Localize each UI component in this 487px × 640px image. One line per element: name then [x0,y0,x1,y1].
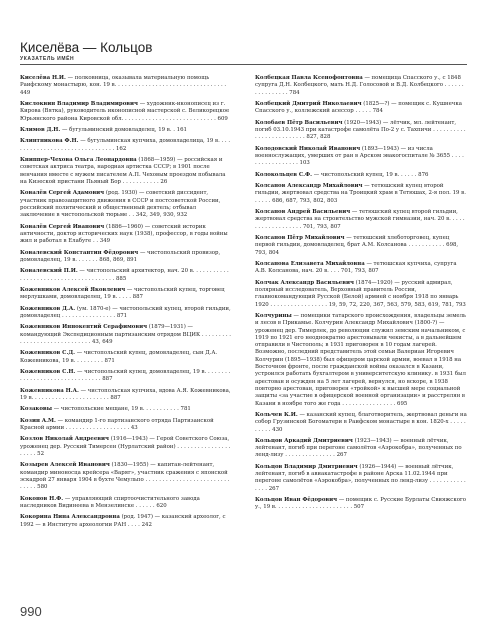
entry-name: Колодовский Николай Иванович [255,145,361,152]
entry-name: Ковалевский П.И. [20,268,78,275]
entry-name: Кольцов Аркадий Дмитриевич [255,437,353,444]
entry-text: — чистопольский архитектор, нач. 20 в. . . . . . . . . . . . . . . . . . . . . . . . . . . . . . . . . . . . . . . 885 [20,268,229,282]
index-entry [255,101,467,116]
entry-text: (1874—1920) — русский адмирал, полярный исследователь, Верховный правитель России, главнокомандующий Русской (Белой) армией с ноября 1918 по январь 1920 . . . . . . . . . . . . . . . . . 19, 59, 72, 220, 367, 563, 579, 583, 619, 781, 793 [255,279,466,308]
entry-name: Колчак Александр Васильевич [255,279,354,286]
entry-text: — тетюшская купчиха, супруга А.В. Колсанова, нач. 20 в. . . . 701, 793, 807 [255,260,457,275]
index-entry [255,261,467,276]
right-column [255,75,467,516]
entry-text: — помещик с. Русские Бурлаты Свияжского у., 19 в. . . . . . . . . . . . . . . . . . . . . . . 507 [255,497,467,511]
entry-text: — бугульминский домовладелец, 19 в. . 161 [61,126,187,133]
index-entry [20,369,232,384]
index-entry [255,280,467,309]
index-entry [20,462,232,491]
left-column [20,75,232,533]
entry-text: (род. 1947) — казанский археолог, с 1992 — в Институте археологии РАН . . . . 242 [20,514,226,528]
index-entry [255,497,467,512]
index-entry [20,496,232,511]
index-entry [255,313,467,408]
entry-name: Кольцов Иван Фёдорович [255,497,338,504]
entry-name: Колобаев Пётр Васильевич [255,119,343,126]
index-entry [20,250,232,265]
entry-text: — тетюшский купец второй гильдии, жертвовал средства на Троицкий храм в Тетюшах, 2-я пол. 19 в. . . . . . 686, 687, 793, 802, 803 [255,183,466,204]
entry-name: Козин А.М. [20,417,56,424]
index-entry [20,287,232,302]
entry-name: Клинтникова Ф.Н. [20,138,79,145]
index-entry [255,464,467,493]
index-entry [20,514,232,529]
running-title: Киселёва — Кольцов [20,40,153,55]
entry-text: — командир 1-го партизанского отряда Партизанской Красной армии . . . . . . . . . . . . . . . . . . . 43 [20,417,214,432]
entry-name: Кожевников С.Н. [20,369,76,376]
entry-name: Кислоквин Владимир Владимирович [20,100,138,107]
index-entry [20,306,232,321]
index-entry [20,127,232,134]
index-entry [255,412,467,434]
entry-name: Колсанов Пётр Михайлович [255,235,345,241]
entry-text: (1916—1943) — Герой Советского Союза, уроженец дер. Русский Тимерсен (Нурлатский район) . . . . . . . . . . . . . . . . . . . . . 52 [20,436,231,458]
entry-text: (1868—1959) — российская и советская актриса театра, народная артистка СССР; в 1901 после венчания вместе с мужем писателем А.П. Чеховым проездом побывала на Кизеской пристани Пьяный Бор . . . . . . . . . . . 26 [20,157,226,185]
index-entry [20,418,232,433]
entry-text: — чистопольская купчиха, вдова А.Я. Кожевникова, 19 в. . . . . . . . . . . . . . . . . . . . . . . 887 [20,387,231,401]
entry-name: Климов Д.Н. [20,126,61,133]
index-entry [20,157,232,186]
entry-text: — управляющий спиртоочистительного завода наследников Видинеева в Мензелинске . . . . . . 620 [20,495,200,510]
index-entry [255,235,467,257]
entry-text: (род. 1930) — советский диссидент, участник правозащитного движения в СССР и постсоветской России, российский политический и общественный деятель; отбывал заключение в чистопольской тюрьме . . 342, 349, 930, 932 [20,190,221,219]
index-entry [255,120,467,142]
entry-name: Кокорина Нина Александровна [20,514,120,521]
entry-name: Козаковы [20,406,53,413]
index-entry [20,75,232,97]
entry-name: Кожевников С.Д. [20,350,76,357]
entry-name: Ковалевский Константин Фёдорович [20,249,139,256]
entry-name: Колчурины [255,312,292,319]
entry-name: Козырев Алексей Иванович [20,462,110,469]
entry-text: (1830—1955) — капитан-лейтенант, командир миноносца крейсера «Варяг», участник сражения с японской эскадрой 27 января 1904 в бухте Чемульпо . . . . . . . . . . . . . . . . . . . . . . . . . . . . . . 580 [20,462,230,491]
entry-name: Киселёва Н.И. [20,75,66,81]
entry-name: Колсанов Андрей Васильевич [255,209,351,216]
index-entry [20,268,232,283]
entry-name: Колбецкий Дмитрий Николаевич [255,100,362,107]
entry-name: Кожевников Иннокентий Серафимович [20,324,148,331]
index-entry [20,138,232,153]
entry-text: (1886—1960) — советский историк античности, доктор исторических наук (1938), профессор, в годы войны жил и работал в Елабуге . . 349 [20,223,228,245]
index-entry [20,436,232,458]
entry-text: — бугульминская купчиха, домовладелица, 19 в. . . . . . . . . . . . . . . . . . . . . . . . . . . . . . . . 162 [20,138,231,152]
index-entry [20,350,232,365]
entry-name: Колокольцев С.Ф. [255,171,313,178]
entry-text: (1926—1944) — военный лётчик, лейтенант, погиб в авиакатастрофе в районе Арска 11.02.1944 при перегоне самолётов «Аэрокобра», полученных по ленд-лизу . . . . . . . . . . . . . . . 267 [255,463,466,492]
index-entry [255,209,467,231]
entry-text: — чистопольский провизор, домовладелец, 19 в. . . . . . . 868, 869, 891 [20,249,221,263]
entry-text: — художник-иконописец из г. Кирова (Вятка), руководитель иконописной мастерской с. Великорецкое Юрьянского района Кировской обл. . . . . . . . . . . . . . . . . . . . . . . . . . . . 609 [20,100,230,122]
index-entry [255,438,467,460]
entry-text: — чистопольский купец, домовладелец, сын Д.А. Кожевникова, 19 в. . . . . . . . . 871 [20,350,218,364]
index-entry [20,324,232,346]
entry-text: — чистопольский купец, 19 в. . . . . . 876 [313,171,429,178]
entry-name: Коконов Н.Ф. [20,495,64,502]
index-entry [20,406,232,413]
index-entry [20,388,232,403]
entry-name: Колсанов Александр Михайлович [255,183,363,190]
entry-text: (1825—?) — помещик с. Кушнечка Спасского у., коллежский асессор . . . . . 784 [255,100,462,115]
entry-text: — чистопольский купец, домовладелец, 19 в. . . . . . . . . . . . . . . . . . . . . . . . . . . . . . . . 887 [20,369,231,383]
entry-text: — казанский купец, благотворитель, жертвовал деньги на собор Грузинской Богоматери в Раифском монастыре в кон. 1820-х . . . . . . . . . . 430 [255,411,467,433]
entry-name: Ковалёв Сергей Адамович [20,190,105,197]
entry-text: (1879—1931) — командующий Экспедиционным партизанским отрядом ВЦИК . . . . . . . . . . . . . . . . . . . . . . . . . . . . . . 43, 649 [20,324,232,345]
entry-text: — помещики татарского происхождения, владельцы земель и лесов в Прикамье. Колчурин Александр Михайлович (1800-?) — уроженец дер. Тимерлек, до революции служил земским начальником, с 1919 по 1921 его неоднократно арестовывали чекисты, а в дальнейшем отправили в Чистополь; в 1931 приговорен в 10 годам лагерей. Возможно, последний представитель этой семьи Валериан Игоревич Колчурин (1895—1938) был офицером царской армии, воевал в 1918 на Восточном фронте, после гражданской войны оказался в Казани, устроился работать бухгалтером в университетскую клинику. в 1931 был арестован и осужден на 5 лет лагерей, вернулся, но вскоре, в 1938 повторно арестован, приговорен «тройкой» к высшей мере социальной защиты «за участие в офицерской военной организации» и расстрелян в Казани в ноябре того же года . . . . . . . . . . . . . . . . 695 [255,312,466,407]
entry-text: (1893—1943) — из числа военнослужащих, умерших от ран в Арском эвакогоспитале № 3655 . . . . . . . . . . . . . . . . . 103 [255,145,464,167]
index-entry [255,146,467,168]
entry-text: — тетюшский купец второй гильдии, жертвовал средства на строительство мужской гимназии, нач. 20 в. . . . . . . . . . . . . . . . . . . 701, 793, 807 [255,209,465,230]
page-header [20,40,467,65]
entry-name: Колсанова Елизавета Михайловна [255,260,365,267]
entry-text: (1920—1943) — лётчик, мл. лейтенант, погиб 03.10.1943 при катастрофе самолёта По-2 у с. Тахпичи . . . . . . . . . . . . . . . . . . . . . . . . . 827, 828 [255,119,466,141]
index-entry [255,183,467,205]
index-entry [20,101,232,123]
entry-name: Кожевников Алексей Яковлевич [20,286,126,293]
entry-name: Кольчев К.И. [255,411,298,418]
entry-text: — чистопольский купец, торговец мерлушками, домовладелец, 19 в. . . . . 887 [20,286,225,301]
entry-text: — тетюшский хлеботорговец, купец первой гильдии, домовладелец, брат А.М. Колсанова . . . . . . . . . . . 698, 793, 804 [255,235,459,256]
entry-text: (ум. 1870-е) — чистопольский купец, второй гильдии, домовладелец . . . . . . . . . . . . . . . . 871 [20,305,231,319]
entry-name: Козлов Николай Андреевич [20,436,109,443]
index-entry [20,190,232,219]
entry-name: Кожевников Д.А. [20,305,76,312]
header-rule [20,64,467,65]
running-subtitle: УКАЗАТЕЛЬ ИМЁН [20,56,75,62]
index-entry [255,172,467,179]
index-entry [20,224,232,246]
entry-text: — помещица Спасского у., с 1848 супруга Д.Н. Колбецкого, мать Н.Д. Голосовой и В.Д. Колбецкого . . . . . . . . . . . . . . . . 784 [255,75,464,96]
entry-text: — чистопольские мещане, 19 в. . . . . . . . . . . 781 [53,406,191,413]
entry-text: (1923—1943) — военный лётчик, лейтенант, погиб при перегоне самолётов «Аэрокобра», полученных по ленд-лизу . . . . . . . . . . . . . . . 267 [255,437,462,459]
entry-text: — полковница, оказывала материальную помощь Раифскому монастырю, кон. 19 в. . . . . . . . . . . . . . . . . . . . . . . . . . . . . . . . . 449 [20,75,227,96]
entry-name: Ковалёв Сергей Иванович [20,223,105,230]
index-entry [255,75,467,97]
entry-name: Кожевникова Н.А. [20,387,79,394]
entry-name: Колбецкая Павла Ксенофонтовна [255,75,363,81]
page-number: 990 [20,604,42,619]
entry-name: Кольцов Владимир Дмитриевич [255,463,358,470]
entry-name: Книппер-Чехова Ольга Леонардовна [20,157,137,164]
